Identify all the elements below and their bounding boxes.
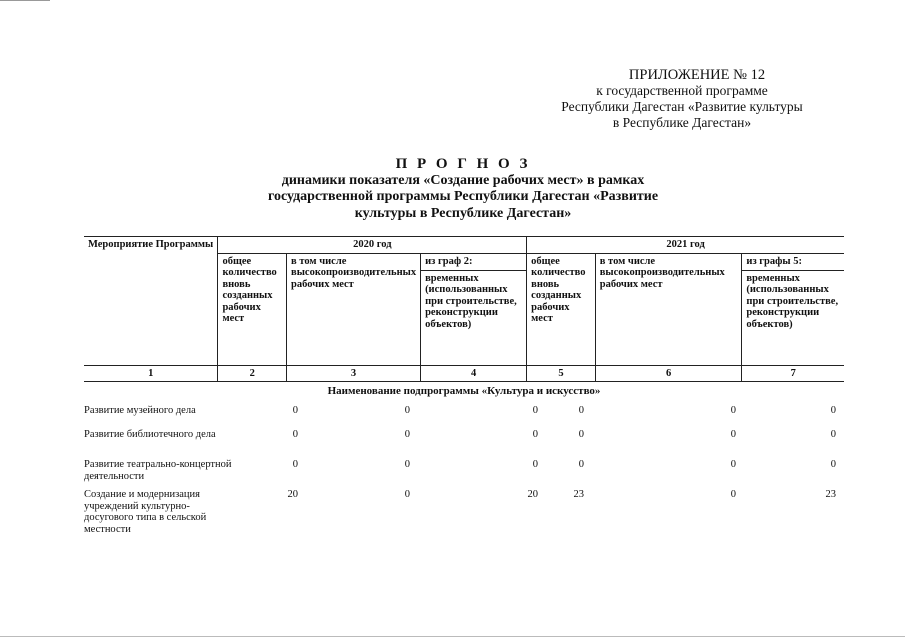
cell-high-2021: 0: [730, 459, 736, 470]
table-row: [84, 405, 844, 429]
cell-total-2021: 20: [527, 489, 538, 500]
cell-value: 0: [578, 405, 584, 416]
column-number: 1: [84, 365, 218, 382]
subprogram-title: Наименование подпрограммы «Культура и искусство»: [327, 385, 601, 397]
heading-line: динамики показателя «Создание рабочих мест» в рамках: [281, 172, 645, 188]
cell-value: 23: [573, 489, 584, 500]
cell-high-2021: 0: [730, 489, 736, 500]
table-row: [84, 429, 844, 459]
table-row: [84, 489, 844, 545]
header-temporary-2020: временных (использованных при строительстве, реконструкции объектов): [421, 270, 527, 365]
document-heading: [238, 156, 688, 222]
row-activity-name: Развитие театрально-концертной деятельности: [84, 459, 232, 482]
header-year-2020: 2020 год: [218, 237, 527, 254]
appendix-title: ПРИЛОЖЕНИЕ № 12: [628, 67, 766, 83]
row-activity-name: Создание и модернизация учреждений культурно-досугового типа в сельской местности: [84, 489, 207, 535]
row-activity-name: Развитие библиотечного дела: [84, 429, 216, 440]
column-number: 5: [527, 365, 596, 382]
table-row: [84, 459, 844, 489]
scan-artifact-line: [0, 0, 50, 1]
row-activity-name: Развитие музейного дела: [84, 405, 196, 416]
cell-total-2020: 20: [287, 489, 298, 500]
cell-temporary-2021: 0: [830, 405, 836, 416]
cell-high-2020: 0: [404, 459, 410, 470]
cell-total-2021: 0: [532, 429, 538, 440]
column-number: 3: [287, 365, 421, 382]
heading-line: культуры в Республике Дагестан»: [354, 205, 572, 221]
header-total-jobs-2021: общее количество вновь созданных рабочих мест: [527, 253, 596, 365]
header-year-2021: 2021 год: [527, 237, 844, 254]
column-number: 2: [218, 365, 287, 382]
cell-total-2020: 0: [292, 459, 298, 470]
forecast-table-header: [84, 236, 844, 382]
header-activity: Мероприятие Программы: [84, 237, 218, 366]
header-of-col5: из графы 5:: [742, 253, 844, 270]
header-high-productivity-2020: в том числе высокопроизводительных рабочих мест: [287, 253, 421, 365]
cell-total-2021: 0: [532, 459, 538, 470]
header-high-productivity-2021: в том числе высокопроизводительных рабочих мест: [595, 253, 742, 365]
cell-high-2020: 0: [404, 489, 410, 500]
appendix-line: к государственной программе: [596, 83, 768, 98]
cell-high-2021: 0: [730, 405, 736, 416]
cell-total-2020: 0: [292, 405, 298, 416]
cell-total-2020: 0: [292, 429, 298, 440]
heading-title: П Р О Г Н О З: [395, 156, 531, 172]
scan-artifact-line: [0, 636, 905, 637]
forecast-table-body: [84, 385, 844, 545]
cell-value: 0: [578, 429, 584, 440]
appendix-line: в Республике Дагестан»: [612, 115, 752, 130]
heading-line: государственной программы Республики Дагестан «Развитие: [267, 189, 659, 204]
cell-total-2021: 0: [532, 405, 538, 416]
header-of-col2: из граф 2:: [421, 253, 527, 270]
cell-value: 0: [578, 459, 584, 470]
header-total-jobs-2020: общее количество вновь созданных рабочих мест: [218, 253, 287, 365]
appendix-line: Республики Дагестан «Развитие культуры: [561, 99, 803, 114]
header-temporary-2021: временных (использованных при строительстве, реконструкции объектов): [742, 270, 844, 365]
cell-temporary-2021: 0: [830, 429, 836, 440]
appendix-block: [532, 67, 832, 131]
column-number: 6: [595, 365, 742, 382]
column-number: 7: [742, 365, 844, 382]
cell-high-2020: 0: [404, 429, 410, 440]
cell-high-2021: 0: [730, 429, 736, 440]
cell-temporary-2021: 0: [830, 459, 836, 470]
cell-temporary-2021: 23: [825, 489, 836, 500]
cell-high-2020: 0: [404, 405, 410, 416]
column-number: 4: [421, 365, 527, 382]
